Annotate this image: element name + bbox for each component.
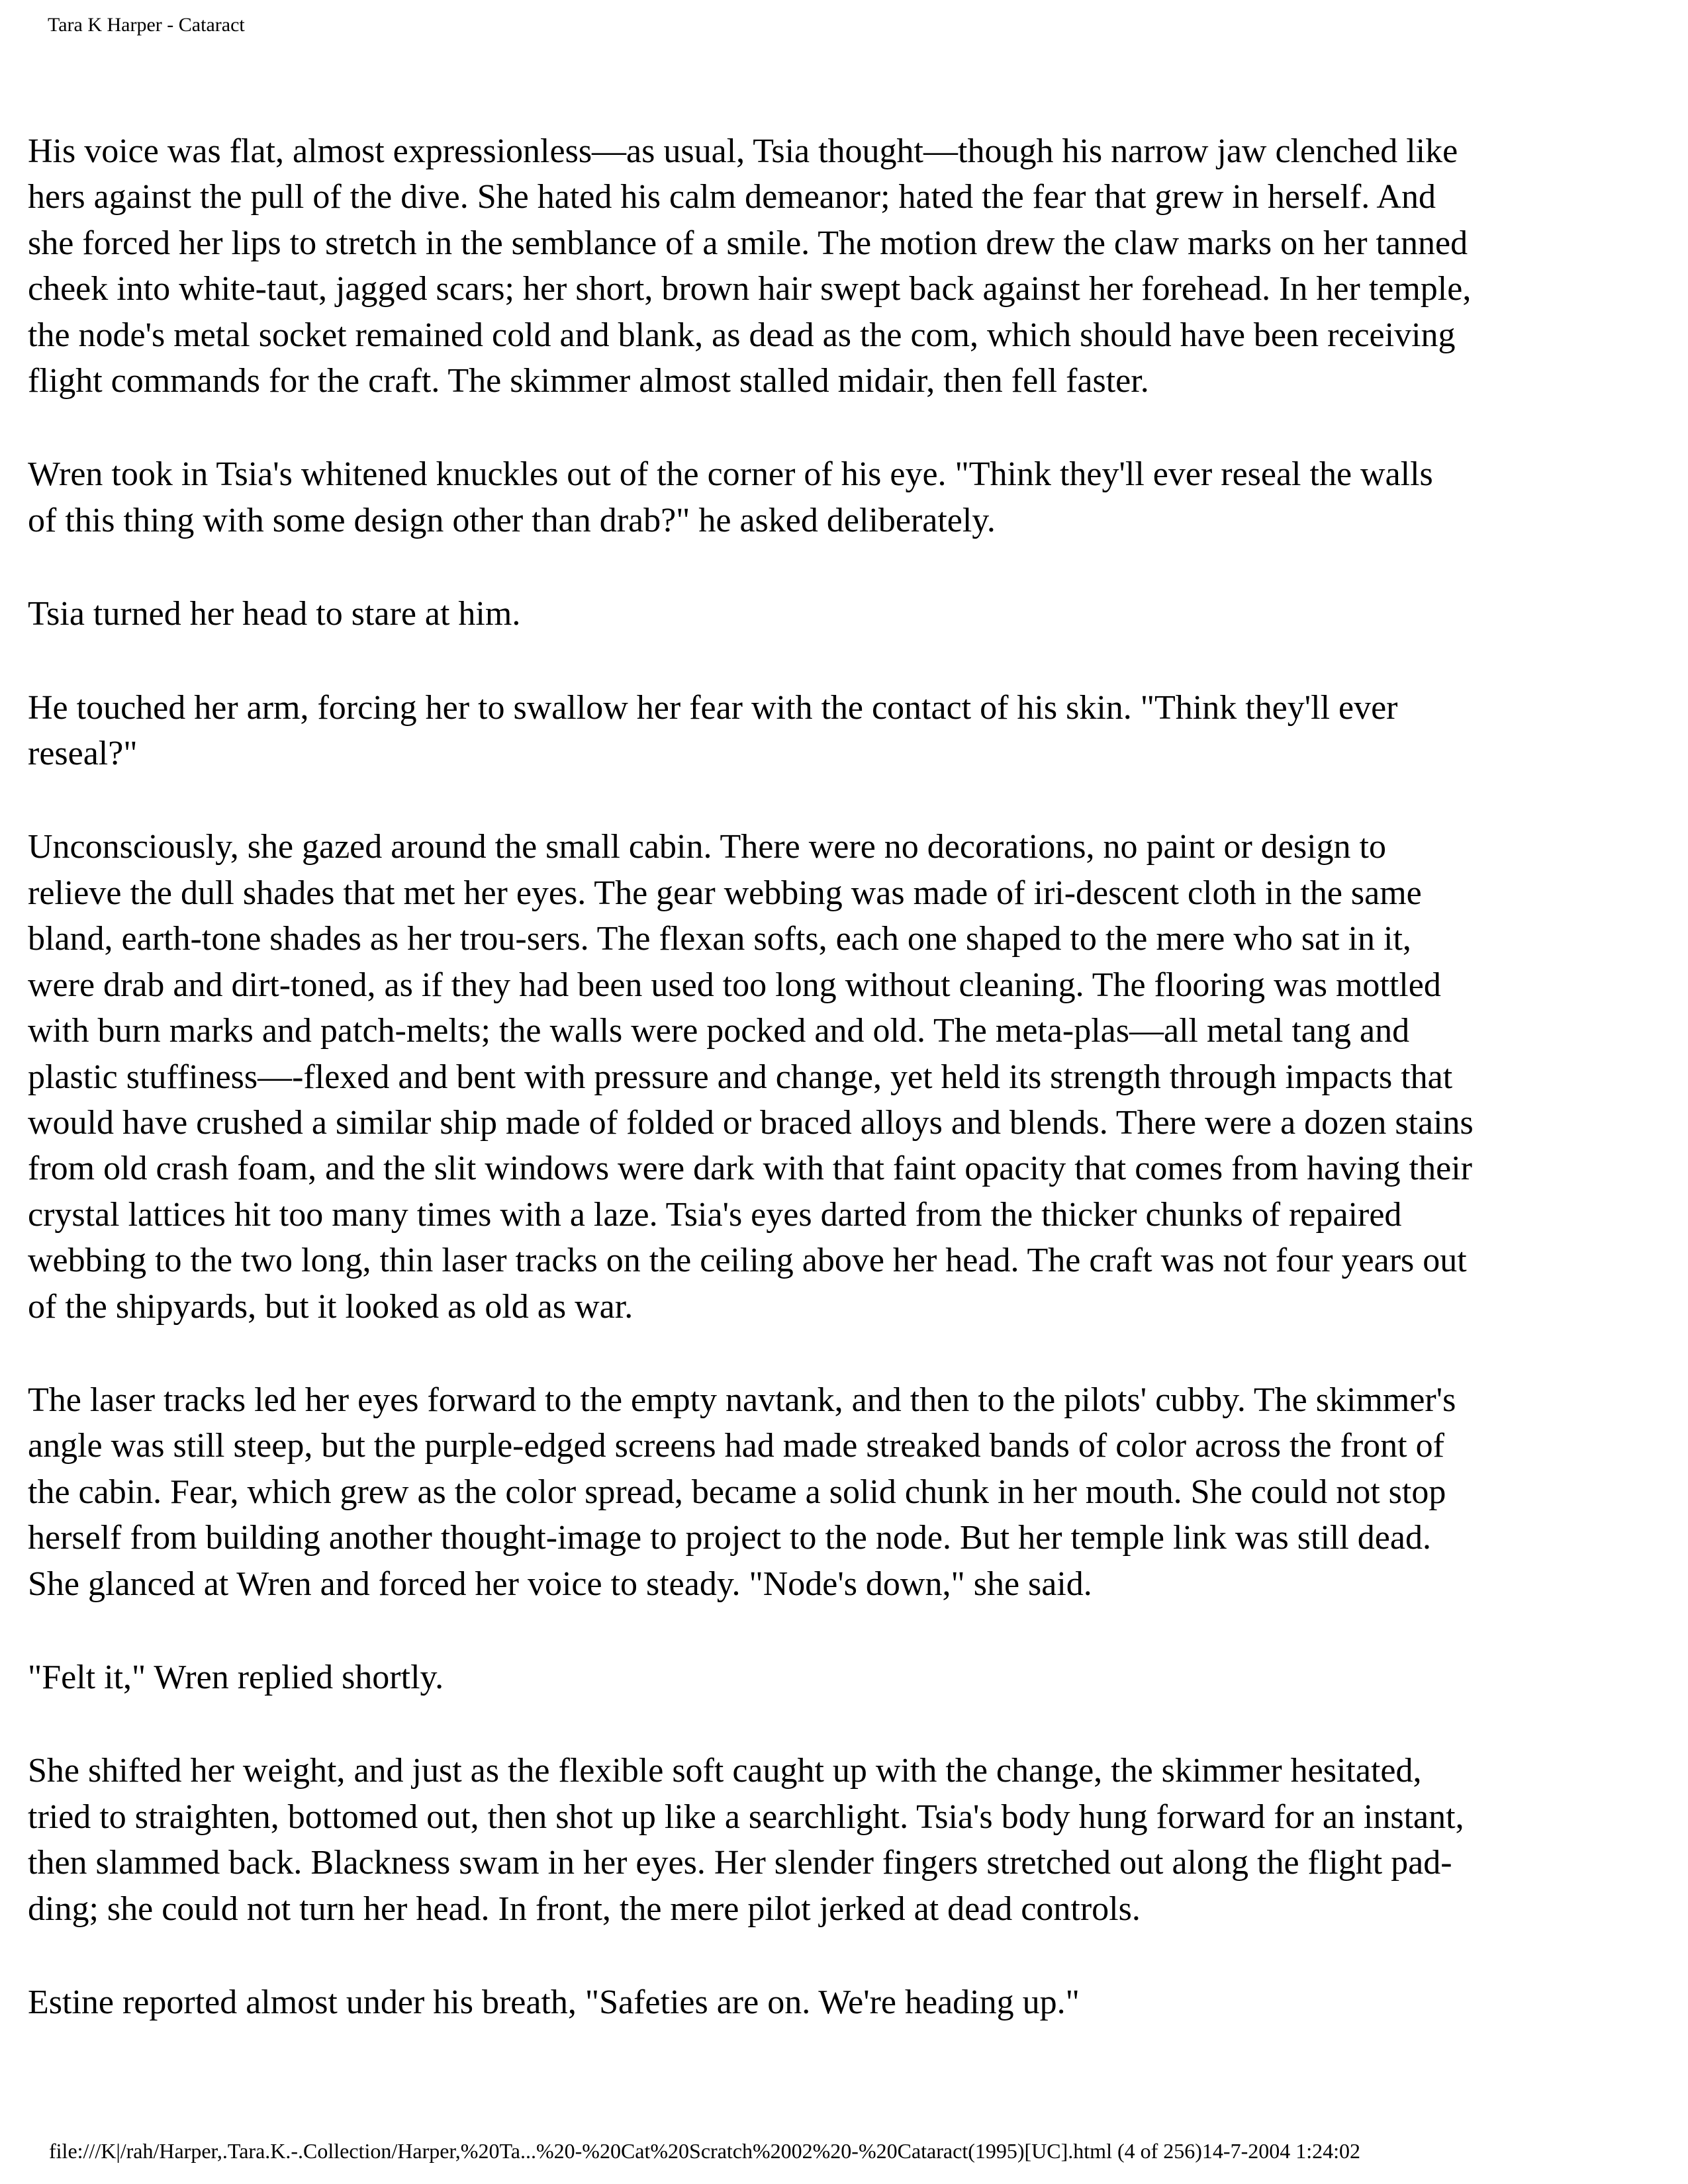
text-line: webbing to the two long, thin laser tracks on the ceiling above her head. The craft was not four years out xyxy=(28,1242,1467,1280)
text-line: plastic stuffiness—-flexed and bent with pressure and change, yet held its strength through impacts that xyxy=(28,1058,1453,1096)
text-line: with burn marks and patch-melts; the walls were pocked and old. The meta-plas—all metal tang and xyxy=(28,1012,1410,1050)
text-line: the cabin. Fear, which grew as the color spread, became a solid chunk in her mouth. She could not stop xyxy=(28,1473,1446,1511)
text-line: Estine reported almost under his breath, "Safeties are on. We're heading up." xyxy=(28,1983,1080,2021)
paragraph xyxy=(28,1655,1663,1700)
paragraph xyxy=(28,451,1663,543)
text-line: tried to straighten, bottomed out, then shot up like a searchlight. Tsia's body hung forward for an instant, xyxy=(28,1797,1464,1836)
text-line: from old crash foam, and the slit windows were dark with that faint opacity that comes from having their xyxy=(28,1150,1472,1188)
text-line: relieve the dull shades that met her eyes. The gear webbing was made of iri-descent cloth in the same xyxy=(28,874,1422,912)
text-line: reseal?" xyxy=(28,735,138,773)
text-line: She glanced at Wren and forced her voice to steady. "Node's down," she said. xyxy=(28,1565,1092,1603)
text-line: were drab and dirt-toned, as if they had been used too long without cleaning. The flooring was mottled xyxy=(28,966,1441,1004)
text-line: she forced her lips to stretch in the semblance of a smile. The motion drew the claw marks on her tanned xyxy=(28,224,1468,262)
text-line: would have crushed a similar ship made of folded or braced alloys and blends. There were a dozen stains xyxy=(28,1103,1474,1142)
text-line: Unconsciously, she gazed around the small cabin. There were no decorations, no paint or design to xyxy=(28,828,1386,866)
text-line: of this thing with some design other than drab?" he asked deliberately. xyxy=(28,501,996,539)
text-line: of the shipyards, but it looked as old as war. xyxy=(28,1287,633,1326)
text-line: flight commands for the craft. The skimmer almost stalled midair, then fell faster. xyxy=(28,362,1149,400)
paragraph xyxy=(28,1748,1663,1932)
paragraph xyxy=(28,128,1663,404)
document-body xyxy=(28,128,1663,2073)
text-line: herself from building another thought-image to project to the node. But her temple link was still dead. xyxy=(28,1519,1431,1557)
paragraph xyxy=(28,1979,1663,2025)
paragraph xyxy=(28,591,1663,637)
text-line: "Felt it," Wren replied shortly. xyxy=(28,1658,444,1696)
page-header: Tara K Harper - Cataract xyxy=(48,14,245,36)
text-line: Tsia turned her head to stare at him. xyxy=(28,595,521,633)
text-line: ding; she could not turn her head. In front, the mere pilot jerked at dead controls. xyxy=(28,1889,1141,1928)
text-line: angle was still steep, but the purple-edged screens had made streaked bands of color across the front of xyxy=(28,1427,1444,1465)
text-line: His voice was flat, almost expressionless—as usual, Tsia thought—though his narrow jaw clenched like xyxy=(28,132,1458,170)
text-line: He touched her arm, forcing her to swallow her fear with the contact of his skin. "Think they'll ever xyxy=(28,688,1398,727)
paragraph xyxy=(28,824,1663,1329)
text-line: then slammed back. Blackness swam in her eyes. Her slender fingers stretched out along the flight pad- xyxy=(28,1844,1452,1882)
text-line: hers against the pull of the dive. She hated his calm demeanor; hated the fear that grew in herself. And xyxy=(28,178,1436,216)
paragraph xyxy=(28,685,1663,777)
paragraph xyxy=(28,1377,1663,1607)
text-line: the node's metal socket remained cold and blank, as dead as the com, which should have been receiving xyxy=(28,316,1456,354)
text-line: crystal lattices hit too many times with a laze. Tsia's eyes darted from the thicker chunks of repaired xyxy=(28,1195,1402,1234)
page-footer-url: file:///K|/rah/Harper,.Tara.K.-.Collection/Harper,%20Ta...%20-%20Cat%20Scratch%2002%20-%20Cataract(1995)[UC].html (4 of 256)14-7-2004 1:24:02 xyxy=(49,2139,1361,2163)
text-line: bland, earth-tone shades as her trou-sers. The flexan softs, each one shaped to the mere who sat in it, xyxy=(28,920,1411,958)
text-line: She shifted her weight, and just as the flexible soft caught up with the change, the skimmer hesitated, xyxy=(28,1752,1422,1790)
text-line: cheek into white-taut, jagged scars; her short, brown hair swept back against her forehead. In her temple, xyxy=(28,270,1472,308)
text-line: Wren took in Tsia's whitened knuckles out of the corner of his eye. "Think they'll ever reseal the walls xyxy=(28,455,1433,494)
text-line: The laser tracks led her eyes forward to the empty navtank, and then to the pilots' cubby. The skimmer's xyxy=(28,1381,1456,1419)
